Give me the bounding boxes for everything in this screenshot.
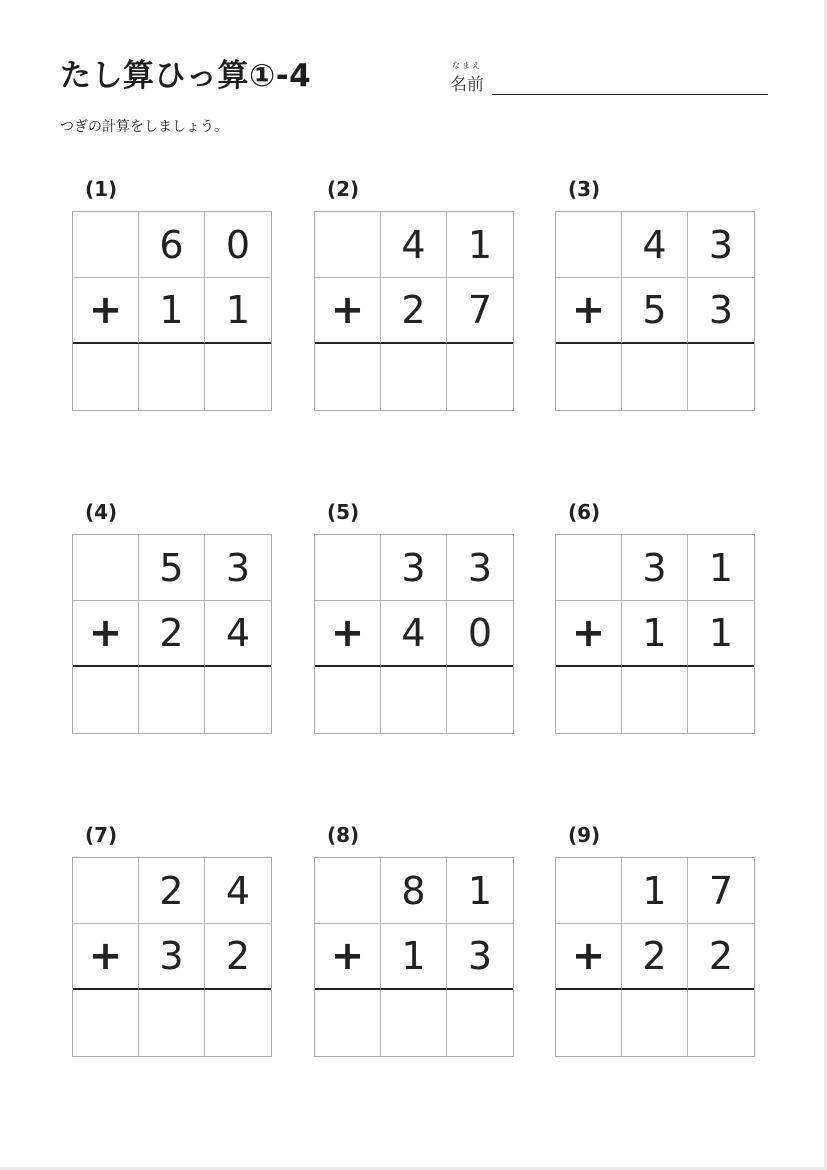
problem-7 [72, 823, 274, 1063]
answer-tens-cell[interactable] [622, 667, 688, 733]
problem-label: (1) [85, 177, 118, 201]
empty-cell [556, 535, 622, 601]
answer-ones-cell[interactable] [688, 667, 754, 733]
answer-hundreds-cell[interactable] [315, 990, 381, 1056]
plus-operator: + [73, 924, 139, 990]
bottom-ones-digit: 1 [205, 278, 271, 344]
plus-operator: + [315, 924, 381, 990]
bottom-tens-digit: 2 [381, 278, 447, 344]
bottom-ones-digit: 3 [447, 924, 513, 990]
calculation-grid [72, 857, 272, 1057]
bottom-tens-digit: 5 [622, 278, 688, 344]
answer-ones-cell[interactable] [447, 990, 513, 1056]
answer-hundreds-cell[interactable] [556, 667, 622, 733]
plus-operator: + [315, 601, 381, 667]
empty-cell [73, 212, 139, 278]
problem-label: (2) [327, 177, 360, 201]
answer-ones-cell[interactable] [205, 667, 271, 733]
empty-cell [73, 535, 139, 601]
problem-label: (4) [85, 500, 118, 524]
empty-cell [556, 212, 622, 278]
bottom-ones-digit: 1 [688, 601, 754, 667]
calculation-grid [555, 211, 755, 411]
answer-hundreds-cell[interactable] [315, 667, 381, 733]
problem-1 [72, 177, 274, 417]
bottom-tens-digit: 2 [622, 924, 688, 990]
problem-8 [314, 823, 516, 1063]
bottom-ones-digit: 7 [447, 278, 513, 344]
problem-label: (3) [568, 177, 601, 201]
empty-cell [556, 858, 622, 924]
answer-tens-cell[interactable] [381, 667, 447, 733]
bottom-ones-digit: 2 [205, 924, 271, 990]
name-label: 名前 [450, 75, 484, 95]
bottom-ones-digit: 2 [688, 924, 754, 990]
worksheet-title: たし算ひっ算①-4 [60, 58, 312, 94]
bottom-tens-digit: 1 [381, 924, 447, 990]
answer-hundreds-cell[interactable] [556, 990, 622, 1056]
bottom-tens-digit: 1 [622, 601, 688, 667]
bottom-tens-digit: 1 [139, 278, 205, 344]
top-tens-digit: 4 [622, 212, 688, 278]
plus-operator: + [315, 278, 381, 344]
name-ruby: なまえ [452, 61, 482, 70]
answer-hundreds-cell[interactable] [73, 667, 139, 733]
answer-hundreds-cell[interactable] [73, 990, 139, 1056]
answer-ones-cell[interactable] [447, 344, 513, 410]
top-tens-digit: 8 [381, 858, 447, 924]
top-tens-digit: 1 [622, 858, 688, 924]
answer-hundreds-cell[interactable] [315, 344, 381, 410]
answer-ones-cell[interactable] [205, 990, 271, 1056]
top-tens-digit: 2 [139, 858, 205, 924]
top-ones-digit: 3 [688, 212, 754, 278]
calculation-grid [555, 534, 755, 734]
answer-hundreds-cell[interactable] [556, 344, 622, 410]
bottom-tens-digit: 4 [381, 601, 447, 667]
empty-cell [73, 858, 139, 924]
top-tens-digit: 5 [139, 535, 205, 601]
calculation-grid [314, 534, 514, 734]
top-ones-digit: 1 [447, 858, 513, 924]
problem-4 [72, 500, 274, 740]
empty-cell [315, 858, 381, 924]
answer-tens-cell[interactable] [139, 344, 205, 410]
top-ones-digit: 1 [688, 535, 754, 601]
calculation-grid [555, 857, 755, 1057]
answer-ones-cell[interactable] [688, 990, 754, 1056]
empty-cell [315, 212, 381, 278]
bottom-ones-digit: 3 [688, 278, 754, 344]
problem-label: (9) [568, 823, 601, 847]
answer-tens-cell[interactable] [381, 344, 447, 410]
name-input-line[interactable] [492, 94, 768, 95]
problem-label: (7) [85, 823, 118, 847]
answer-ones-cell[interactable] [447, 667, 513, 733]
answer-tens-cell[interactable] [622, 990, 688, 1056]
problem-label: (5) [327, 500, 360, 524]
top-tens-digit: 3 [381, 535, 447, 601]
plus-operator: + [73, 601, 139, 667]
calculation-grid [314, 211, 514, 411]
instruction-text: つぎの計算をしましょう。 [60, 119, 228, 135]
problem-2 [314, 177, 516, 417]
top-ones-digit: 4 [205, 858, 271, 924]
answer-tens-cell[interactable] [139, 667, 205, 733]
top-tens-digit: 6 [139, 212, 205, 278]
bottom-ones-digit: 4 [205, 601, 271, 667]
calculation-grid [314, 857, 514, 1057]
plus-operator: + [73, 278, 139, 344]
bottom-ones-digit: 0 [447, 601, 513, 667]
answer-ones-cell[interactable] [205, 344, 271, 410]
top-tens-digit: 3 [622, 535, 688, 601]
plus-operator: + [556, 278, 622, 344]
problem-9 [555, 823, 757, 1063]
calculation-grid [72, 534, 272, 734]
answer-ones-cell[interactable] [688, 344, 754, 410]
answer-hundreds-cell[interactable] [73, 344, 139, 410]
top-ones-digit: 3 [447, 535, 513, 601]
top-ones-digit: 0 [205, 212, 271, 278]
plus-operator: + [556, 601, 622, 667]
top-tens-digit: 4 [381, 212, 447, 278]
name-area [450, 60, 770, 100]
problem-label: (6) [568, 500, 601, 524]
problem-label: (8) [327, 823, 360, 847]
answer-tens-cell[interactable] [622, 344, 688, 410]
plus-operator: + [556, 924, 622, 990]
top-ones-digit: 3 [205, 535, 271, 601]
problem-6 [555, 500, 757, 740]
problem-5 [314, 500, 516, 740]
top-ones-digit: 1 [447, 212, 513, 278]
answer-tens-cell[interactable] [381, 990, 447, 1056]
answer-tens-cell[interactable] [139, 990, 205, 1056]
bottom-tens-digit: 3 [139, 924, 205, 990]
bottom-tens-digit: 2 [139, 601, 205, 667]
calculation-grid [72, 211, 272, 411]
problem-3 [555, 177, 757, 417]
empty-cell [315, 535, 381, 601]
top-ones-digit: 7 [688, 858, 754, 924]
